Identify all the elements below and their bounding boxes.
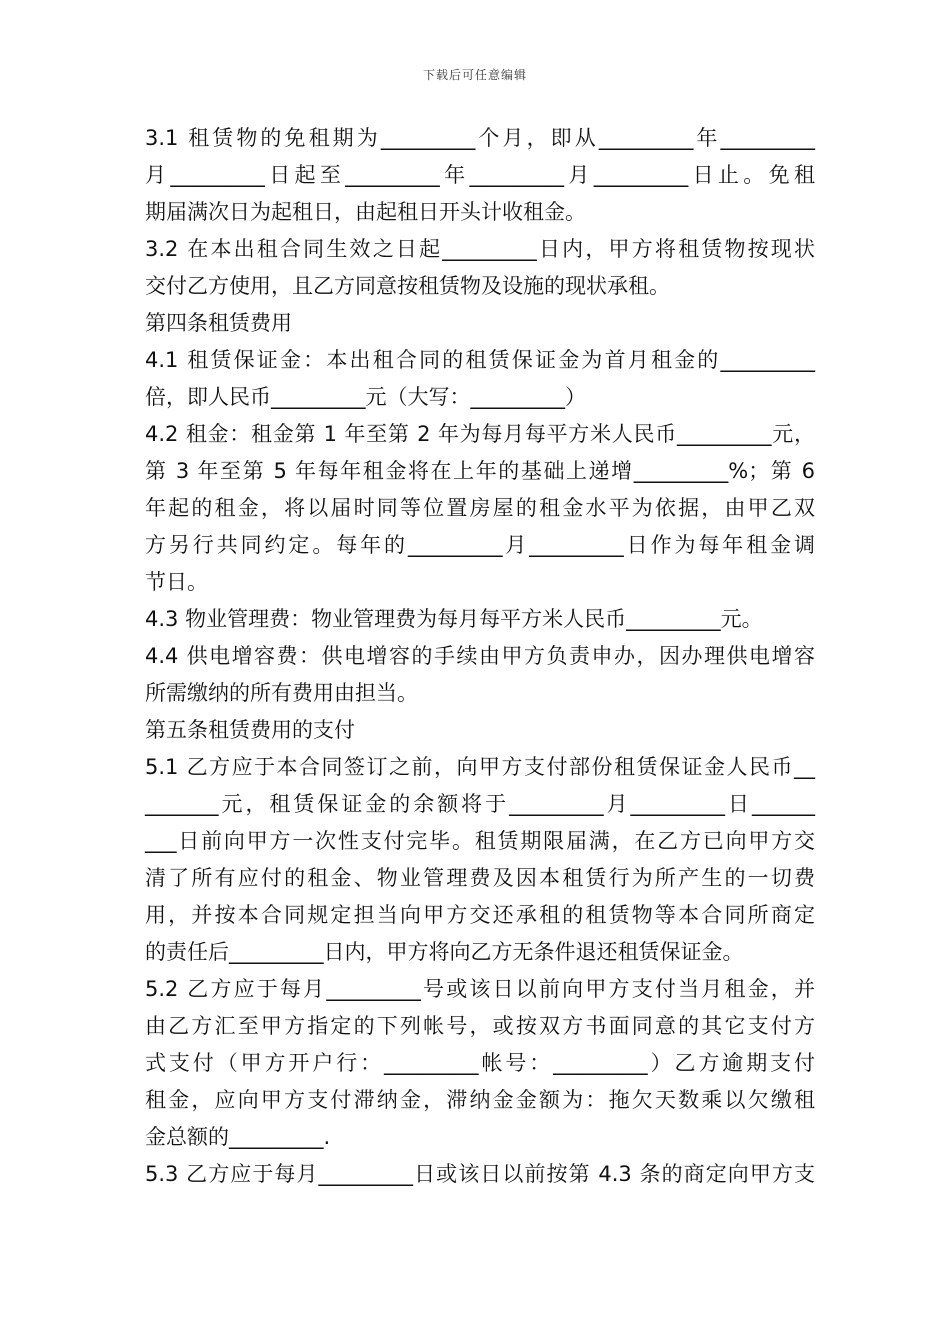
document-line: 第 3 年至第 5 年每年租金将在上年的基础上递增_________%；第 6 [145, 459, 815, 483]
document-line: 倍，即人民币_________元（大写：_________） [145, 385, 586, 409]
document-line: 5.1 乙方应于本合同签订之前，向甲方支付部份租赁保证金人民币__ [145, 755, 815, 779]
document-line: 3.1 租赁物的免租期为_________个月，即从_________年_________ [145, 126, 815, 150]
document-line: 期届满次日为起租日，由起租日开头计收租金。 [145, 200, 586, 224]
document-line: ___日前向甲方一次性支付完毕。租赁期限届满，在乙方已向甲方交 [145, 829, 815, 853]
document-line: 5.2 乙方应于每月_________号或该日以前向甲方支付当月租金，并 [145, 977, 815, 1001]
document-line: 月_________日起至_________年_________月_________日止。免租 [145, 163, 815, 187]
document-line: 由乙方汇至甲方指定的下列帐号，或按双方书面同意的其它支付方 [145, 1014, 815, 1038]
document-line: 式支付（甲方开户行：_________帐号：_________）乙方逾期支付 [145, 1051, 815, 1075]
document-line: _______元，租赁保证金的余额将于_________月_________日______ [145, 792, 815, 816]
document-line: 交付乙方使用，且乙方同意按租赁物及设施的现状承租。 [145, 274, 670, 298]
document-line: 4.2 租金：租金第 1 年至第 2 年为每月每平方米人民币_________元， [145, 422, 815, 446]
document-body [145, 120, 815, 1193]
document-line: 第五条租赁费用的支付 [145, 718, 355, 742]
document-line: 用，并按本合同规定担当向甲方交还承租的租赁物等本合同所商定 [145, 903, 815, 927]
document-line: 3.2 在本出租合同生效之日起_________日内，甲方将租赁物按现状 [145, 237, 815, 261]
document-line: 的责任后_________日内，甲方将向乙方无条件退还租赁保证金。 [145, 940, 744, 964]
document-line: 所需缴纳的所有费用由担当。 [145, 681, 418, 705]
document-line: 5.3 乙方应于每月_________日或该日以前按第 4.3 条的商定向甲方支 [145, 1162, 815, 1186]
document-line: 年起的租金，将以届时同等位置房屋的租金水平为依据，由甲乙双 [145, 496, 815, 520]
header-note: 下载后可任意编辑 [422, 68, 527, 82]
document-line: 第四条租赁费用 [145, 311, 292, 335]
document-line: 节日。 [145, 570, 208, 594]
document-line: 4.3 物业管理费：物业管理费为每月每平方米人民币_________元。 [145, 607, 763, 631]
document-line: 租金，应向甲方支付滞纳金，滞纳金金额为：拖欠天数乘以欠缴租 [145, 1088, 815, 1112]
document-line: 4.1 租赁保证金：本出租合同的租赁保证金为首月租金的_________ [145, 348, 815, 372]
document-line: 金总额的_________. [145, 1125, 331, 1149]
document-line: 4.4 供电增容费：供电增容的手续由甲方负责申办，因办理供电增容 [145, 644, 815, 668]
document-line: 方另行共同约定。每年的_________月_________日作为每年租金调 [145, 533, 815, 557]
document-line: 清了所有应付的租金、物业管理费及因本租赁行为所产生的一切费 [145, 866, 815, 890]
